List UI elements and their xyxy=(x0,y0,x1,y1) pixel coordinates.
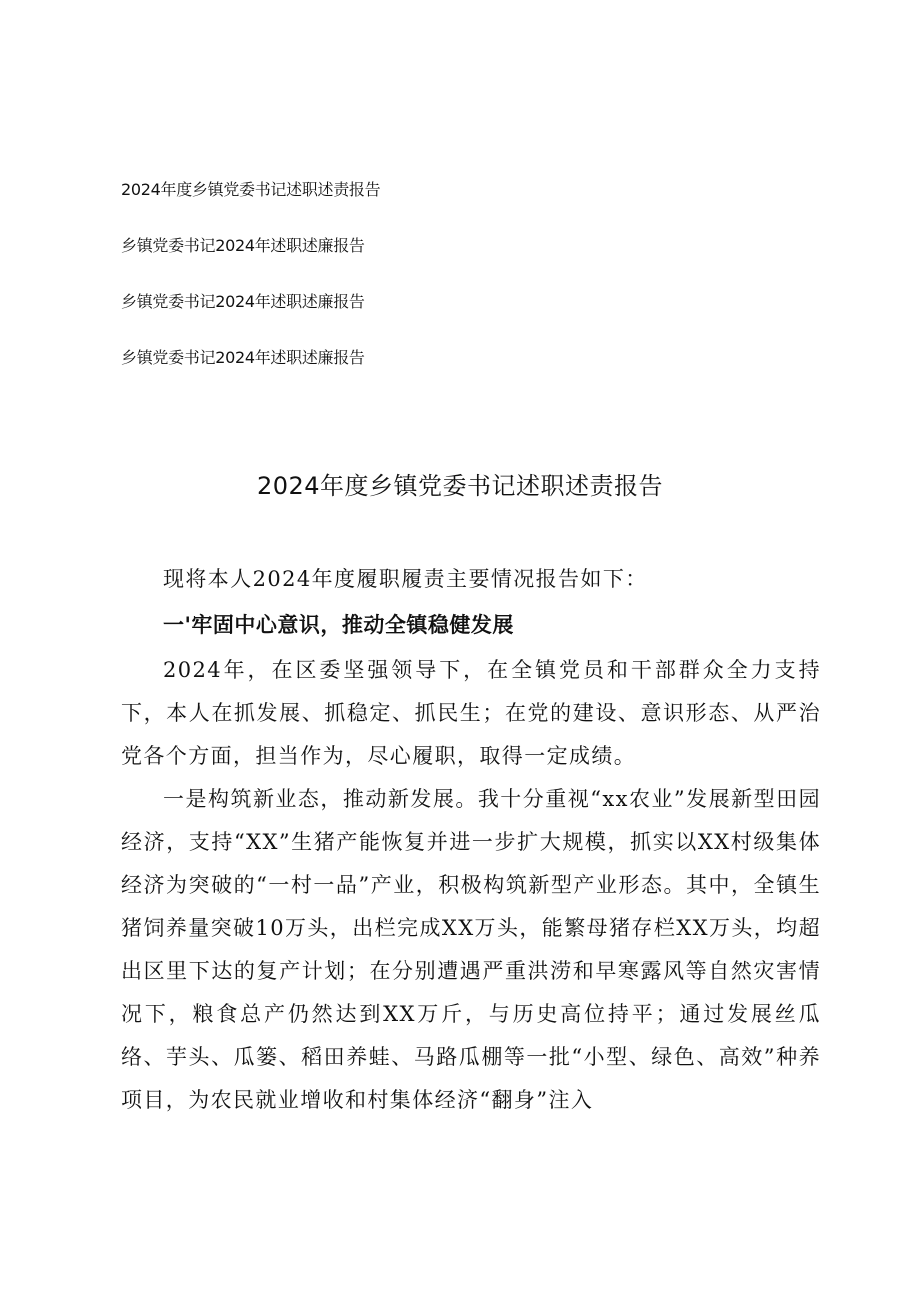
body-paragraph: 2024年，在区委坚强领导下，在全镇党员和干部群众全力支持下，本人在抓发展、抓稳定、抓民生；在党的建设、意识形态、从严治党各个方面，担当作为，尽心履职，取得一定成绩。 xyxy=(121,658,821,768)
document-title: 2024年度乡镇党委书记述职述责报告 xyxy=(256,472,664,500)
toc-item: 2024年度乡镇党委书记述职述责报告 xyxy=(121,180,381,199)
toc-item: 乡镇党委书记2024年述职述廉报告 xyxy=(121,348,365,367)
section-heading: 一'牢固中心意识，推动全镇稳健发展 xyxy=(163,613,514,637)
toc-item: 乡镇党委书记2024年述职述廉报告 xyxy=(121,236,365,255)
body-paragraph: 一是构筑新业态，推动新发展。我十分重视“xx农业”发展新型田园经济，支持“XX”生猪产能恢复并进一步扩大规模，抓实以XX村级集体经济为突破的“一村一品”产业，积极构筑新型产业形态。其中，全镇生猪饲养量突破10万头，出栏完成XX万头，能繁母猪存栏XX万头，均超出区里下达的复产计划；在分别遭遇严重洪涝和早寒露风等自然灾害情况下，粮食总产仍然达到XX万斤，与历史高位持平；通过发展丝瓜络、芋头、瓜篓、稻田养蛙、马路瓜棚等一批“小型、绿色、高效”种养项目，为农民就业增收和村集体经济“翻身”注入 xyxy=(121,787,821,1112)
document-body xyxy=(121,558,821,1122)
intro-paragraph: 现将本人2024年度履职履责主要情况报告如下： xyxy=(163,567,648,591)
table-of-contents xyxy=(121,176,821,400)
toc-item: 乡镇党委书记2024年述职述廉报告 xyxy=(121,292,365,311)
